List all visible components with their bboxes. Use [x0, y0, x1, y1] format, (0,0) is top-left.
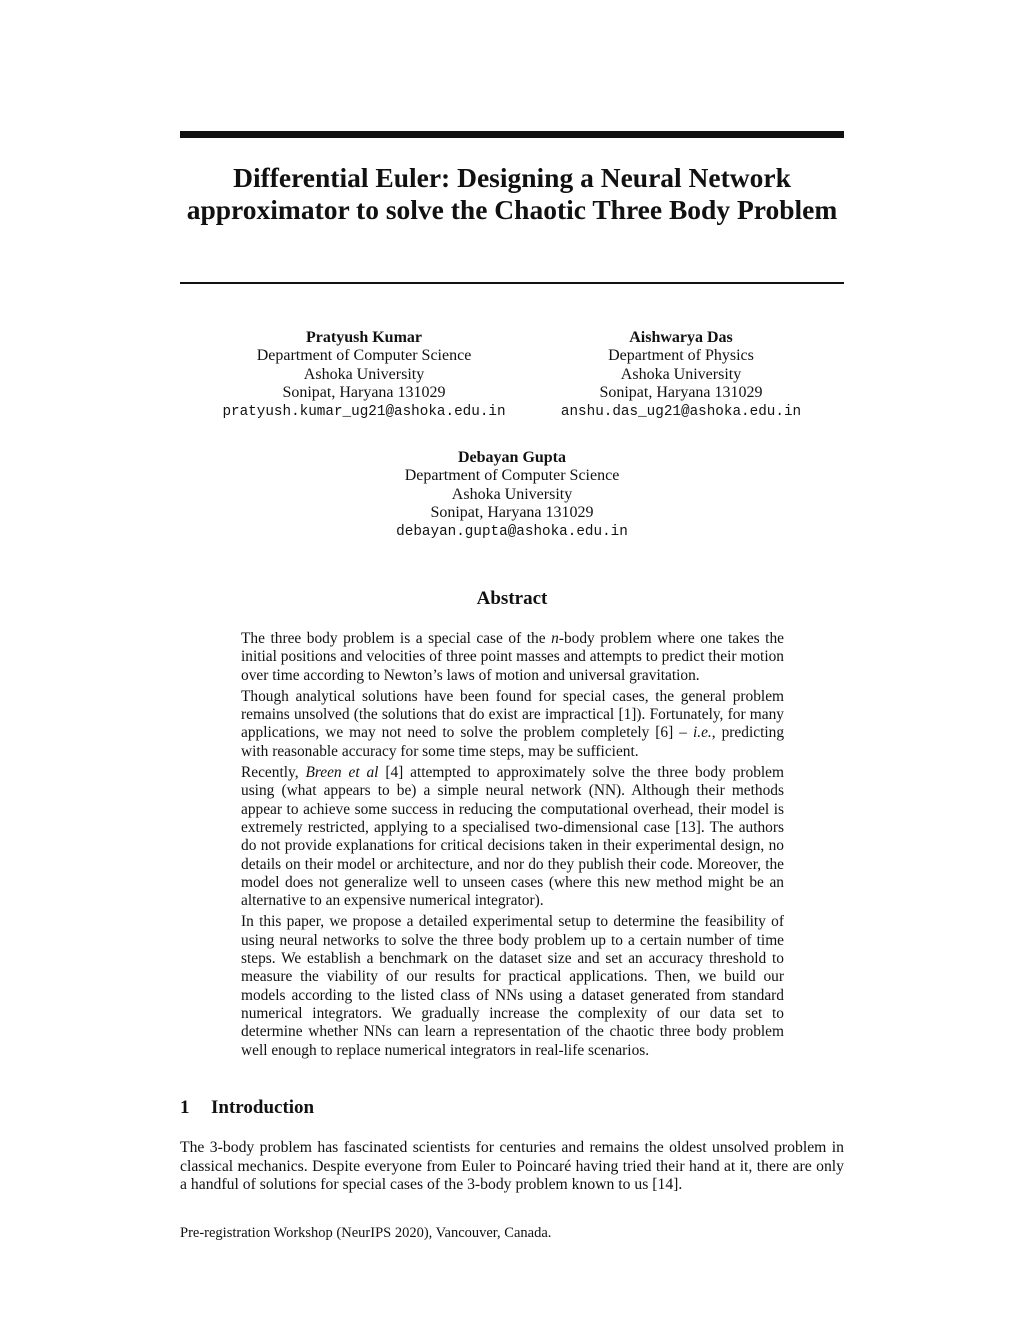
title-rule [180, 282, 844, 284]
math-variable: n [551, 630, 559, 647]
author-university: Ashoka University [451, 485, 573, 503]
abstract-text: The three body problem is a special case of the [241, 630, 552, 647]
citation-name: Breen et al [305, 764, 379, 782]
section-number: 1 [180, 1097, 190, 1118]
abstract-text: , predicting with reasonable accuracy for some time steps, may be sufficient. [241, 724, 785, 760]
author-department: Department of Computer Science [404, 467, 620, 485]
abstract-paragraph [241, 764, 784, 910]
abstract-paragraph [241, 630, 784, 685]
abstract-heading: Abstract [476, 588, 548, 609]
top-rule [180, 131, 844, 138]
author-name: Aishwarya Das [629, 329, 733, 346]
author-university: Ashoka University [620, 365, 742, 383]
abstract-paragraph [241, 688, 784, 761]
author-block [511, 329, 851, 421]
intro-paragraph: The 3-body problem has fascinated scientists for centuries and remains the oldest unsolved problem in classical mechanics. Despite everyone from Euler to Poincaré having tried their hand at it, there are only a handful of solutions for special cases of the 3-body problem known to us [14]. [180, 1139, 844, 1194]
abstract-text: Recently, [241, 764, 306, 782]
abstract-text: -body problem where one takes the initial positions and velocities of three point masses and attempts to predict their motion over time according to Newton’s laws of motion and universal gravitation. [241, 630, 784, 684]
author-university: Ashoka University [303, 365, 425, 383]
paper-title: Differential Euler: Designing a Neural Network approximator to solve the Chaotic Three Body Problem [186, 162, 838, 225]
section-heading [180, 1097, 314, 1119]
author-address: Sonipat, Haryana 131029 [599, 384, 763, 402]
author-department: Department of Physics [608, 347, 754, 365]
author-email: anshu.das_ug21@ashoka.edu.in [560, 403, 802, 420]
author-address: Sonipat, Haryana 131029 [430, 504, 594, 522]
footer-note: Pre-registration Workshop (NeurIPS 2020), Vancouver, Canada. [180, 1225, 552, 1241]
italic-text: i.e. [692, 724, 712, 742]
author-email: pratyush.kumar_ug21@ashoka.edu.in [222, 403, 506, 420]
abstract-paragraph: In this paper, we propose a detailed experimental setup to determine the feasibility of using neural networks to solve the three body problem up to a certain number of time steps. We establish a benchmark on the dataset size and set an accuracy threshold to measure the viability of our results for practical applications. Then, we build our models according to the listed class of NNs using a dataset generated from standard numerical integrators. We gradually increase the complexity of our data set to determine whether NNs can learn a representation of the chaotic three body problem well enough to replace numerical integrators in real-life scenarios. [241, 913, 784, 1059]
author-name: Pratyush Kumar [306, 329, 422, 346]
author-address: Sonipat, Haryana 131029 [282, 384, 446, 402]
author-email: debayan.gupta@ashoka.edu.in [396, 523, 628, 540]
author-name: Debayan Gupta [457, 449, 567, 466]
author-block [342, 449, 682, 541]
abstract-text: [4] attempted to approximately solve the three body problem using (what appears to be) a simple neural network (NN). Although their methods appear to achieve some success in reducing the computational overhead, their model is extremely restricted, applying to a specialised two-dimensional case [13]. The authors do not provide explanations for critical decisions taken in their experimental design, no details on their model or architecture, and nor do they publish their code. Moreover, the model does not generalize well to unseen cases (where this new method might be an alternative to an expensive numerical integrator). [241, 764, 784, 910]
abstract-body [241, 630, 784, 1063]
author-department: Department of Computer Science [256, 347, 472, 365]
author-block [194, 329, 534, 421]
section-title: Introduction [211, 1097, 315, 1118]
abstract-text: Though analytical solutions have been found for special cases, the general problem remains unsolved (the solutions that do exist are impractical [1]). Fortunately, for many applications, we may not need to solve the problem completely [6] – [241, 687, 784, 742]
